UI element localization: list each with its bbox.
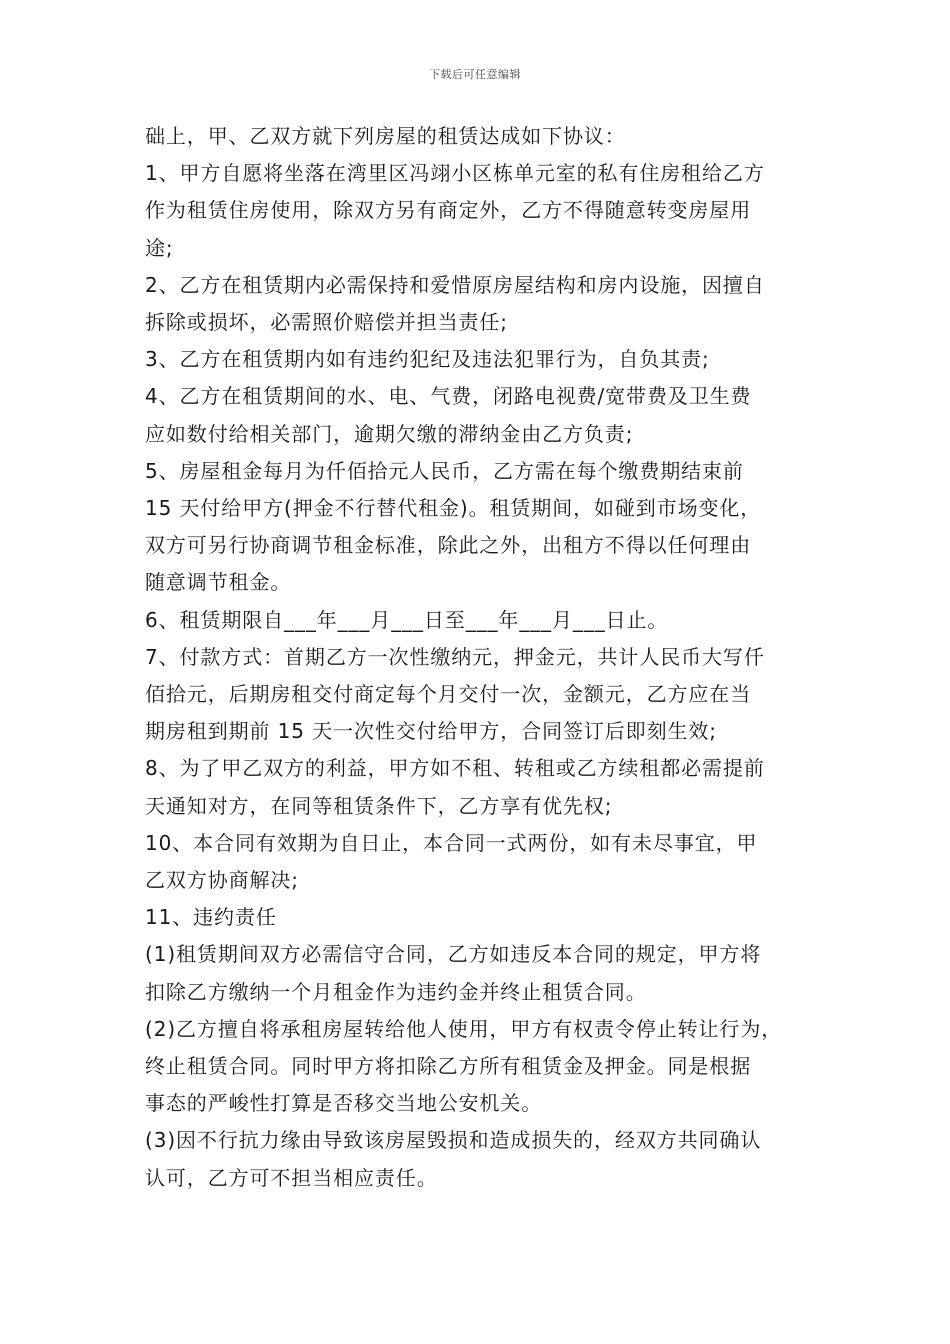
text-line: (2)乙方擅自将承租房屋转给他人使用，甲方有权责令停止转让行为，	[145, 1016, 783, 1041]
text-line: 拆除或损坏，必需照价赔偿并担当责任;	[145, 310, 508, 335]
text-line: (3)因不行抗力缘由导致该房屋毁损和造成损失的，经双方共同确认	[145, 1128, 762, 1153]
text-line: 11、违约责任	[145, 905, 277, 930]
text-line: 5、房屋租金每月为仟佰拾元人民币，乙方需在每个缴费期结束前	[145, 458, 744, 483]
text-line: 7、付款方式：首期乙方一次性缴纳元，押金元，共计人民币大写仟	[145, 644, 765, 669]
text-line: 3、乙方在租赁期内如有违约犯纪及违法犯罪行为，自负其责;	[145, 347, 710, 372]
text-line: 15 天付给甲方(押金不行替代租金)。租赁期间，如碰到市场变化，	[145, 496, 762, 521]
text-line: (1)租赁期间双方必需信守合同，乙方如违反本合同的规定，甲方将	[145, 942, 762, 967]
text-line: 应如数付给相关部门，逾期欠缴的滞纳金由乙方负责;	[145, 421, 634, 446]
text-line: 作为租赁住房使用，除双方另有商定外，乙方不得随意转变房屋用	[145, 198, 752, 223]
text-line: 10、本合同有效期为自日止，本合同一式两份，如有未尽事宜，甲	[145, 830, 758, 855]
text-line: 途;	[145, 235, 174, 260]
text-line: 6、租赁期限自___年___月___日至___年___月___日止。	[145, 607, 669, 632]
text-line: 随意调节租金。	[145, 570, 292, 595]
text-line: 终止租赁合同。同时甲方将扣除乙方所有租赁金及押金。同是根据	[145, 1054, 752, 1079]
text-line: 事态的严峻性打算是否移交当地公安机关。	[145, 1091, 543, 1116]
text-line: 1、甲方自愿将坐落在湾里区冯翊小区栋单元室的私有住房租给乙方	[145, 161, 765, 186]
text-line: 天通知对方，在同等租赁条件下，乙方享有优先权;	[145, 793, 613, 818]
document-body	[145, 118, 810, 1197]
text-line: 4、乙方在租赁期间的水、电、气费，闭路电视费/宽带费及卫生费	[145, 384, 752, 409]
text-line: 2、乙方在租赁期内必需保持和爱惜原房屋结构和房内设施，因擅自	[145, 272, 765, 297]
text-line: 扣除乙方缴纳一个月租金作为违约金并终止租赁合同。	[145, 979, 647, 1004]
text-line: 础上，甲、乙双方就下列房屋的租赁达成如下协议：	[145, 124, 626, 148]
text-line: 认可，乙方可不担当相应责任。	[145, 1165, 438, 1190]
page-header: 下载后可任意编辑	[429, 68, 521, 81]
text-line: 双方可另行协商调节租金标准，除此之外，出租方不得以任何理由	[145, 533, 752, 558]
text-line: 8、为了甲乙双方的利益，甲方如不租、转租或乙方续租都必需提前	[145, 756, 765, 781]
text-line: 期房租到期前 15 天一次性交付给甲方，合同签订后即刻生效;	[145, 719, 717, 744]
text-line: 佰拾元，后期房租交付商定每个月交付一次，金额元，乙方应在当	[145, 682, 752, 707]
text-line: 乙双方协商解决;	[145, 868, 299, 893]
